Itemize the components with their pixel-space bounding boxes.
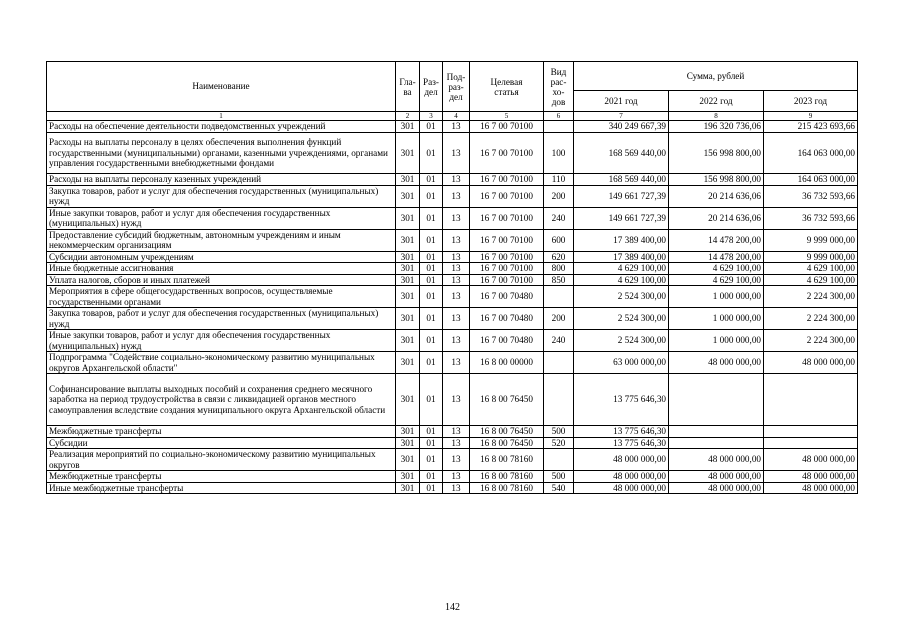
row-sum-2021: 340 249 667,39: [574, 121, 669, 133]
row-sum-2022: 48 000 000,00: [669, 352, 764, 374]
row-podrazdel: 13: [443, 374, 470, 426]
row-sum-2023: 9 999 000,00: [764, 229, 858, 251]
row-target-article: 16 8 00 78160: [470, 449, 544, 471]
row-sum-2023: 36 732 593,66: [764, 185, 858, 207]
row-name: Реализация мероприятий по социально-экономическому развитию муниципальных округов: [47, 449, 396, 471]
col-number: 4: [443, 112, 470, 121]
row-name: Межбюджетные трансферты: [47, 426, 396, 438]
header-name: Наименование: [47, 62, 396, 112]
table-row: [47, 207, 858, 229]
table-row: [47, 308, 858, 330]
budget-table: [46, 61, 858, 494]
row-razdel: 01: [420, 274, 443, 286]
row-razdel: 01: [420, 286, 443, 308]
row-razdel: 01: [420, 207, 443, 229]
row-razdel: 01: [420, 449, 443, 471]
row-podrazdel: 13: [443, 263, 470, 275]
row-name: Межбюджетные трансферты: [47, 471, 396, 483]
row-razdel: 01: [420, 374, 443, 426]
table-row: [47, 229, 858, 251]
row-razdel: 01: [420, 185, 443, 207]
row-sum-2022: 4 629 100,00: [669, 274, 764, 286]
column-number-row: [47, 112, 858, 121]
row-sum-2021: 48 000 000,00: [574, 449, 669, 471]
row-glava: 301: [396, 185, 420, 207]
table-row: [47, 482, 858, 494]
row-expense-type: 200: [544, 185, 574, 207]
row-razdel: 01: [420, 426, 443, 438]
header-glava: [396, 62, 420, 112]
row-sum-2022: 20 214 636,06: [669, 185, 764, 207]
row-target-article: 16 8 00 76450: [470, 426, 544, 438]
row-podrazdel: 13: [443, 121, 470, 133]
row-sum-2021: 149 661 727,39: [574, 207, 669, 229]
row-podrazdel: 13: [443, 286, 470, 308]
row-name: Закупка товаров, работ и услуг для обеспечения государственных (муниципальных) нужд: [47, 308, 396, 330]
row-expense-type: [544, 121, 574, 133]
col-number: 6: [544, 112, 574, 121]
row-sum-2023: 164 063 000,00: [764, 132, 858, 174]
row-podrazdel: 13: [443, 471, 470, 483]
row-glava: 301: [396, 121, 420, 133]
row-podrazdel: 13: [443, 449, 470, 471]
col-number: 9: [764, 112, 858, 121]
row-sum-2023: 36 732 593,66: [764, 207, 858, 229]
row-sum-2022: 156 998 800,00: [669, 132, 764, 174]
row-podrazdel: 13: [443, 185, 470, 207]
row-sum-2022: [669, 426, 764, 438]
row-sum-2021: 48 000 000,00: [574, 482, 669, 494]
row-sum-2022: 48 000 000,00: [669, 449, 764, 471]
row-glava: 301: [396, 274, 420, 286]
row-podrazdel: 13: [443, 274, 470, 286]
row-podrazdel: 13: [443, 207, 470, 229]
row-target-article: 16 7 00 70100: [470, 263, 544, 275]
row-target-article: 16 7 00 70100: [470, 121, 544, 133]
row-glava: 301: [396, 449, 420, 471]
row-name: Мероприятия в сфере общегосударственных вопросов, осуществляемые государственными органами: [47, 286, 396, 308]
row-target-article: 16 7 00 70100: [470, 207, 544, 229]
row-sum-2021: 13 775 646,30: [574, 426, 669, 438]
table-row: [47, 263, 858, 275]
row-sum-2021: 149 661 727,39: [574, 185, 669, 207]
row-target-article: 16 7 00 70100: [470, 132, 544, 174]
row-sum-2023: 48 000 000,00: [764, 449, 858, 471]
row-sum-2021: 13 775 646,30: [574, 437, 669, 449]
row-razdel: 01: [420, 174, 443, 186]
table-row: [47, 286, 858, 308]
row-name: Иные закупки товаров, работ и услуг для обеспечения государственных (муниципальных) нужд: [47, 330, 396, 352]
row-podrazdel: 13: [443, 251, 470, 263]
row-sum-2021: 48 000 000,00: [574, 471, 669, 483]
row-sum-2023: 4 629 100,00: [764, 274, 858, 286]
row-sum-2021: 63 000 000,00: [574, 352, 669, 374]
table-row: [47, 121, 858, 133]
row-razdel: 01: [420, 352, 443, 374]
row-name: Подпрограмма "Содействие социально-экономическому развитию муниципальных округов Архангельской области": [47, 352, 396, 374]
page-number: 142: [445, 602, 460, 613]
header-2023: 2023 год: [764, 91, 858, 112]
row-expense-type: 240: [544, 207, 574, 229]
table-row: [47, 352, 858, 374]
row-expense-type: 800: [544, 263, 574, 275]
row-sum-2023: 48 000 000,00: [764, 482, 858, 494]
row-podrazdel: 13: [443, 437, 470, 449]
header-vid-text: Вид рас- хо- дов: [550, 66, 567, 107]
row-sum-2021: 13 775 646,30: [574, 374, 669, 426]
row-expense-type: 850: [544, 274, 574, 286]
row-sum-2023: 48 000 000,00: [764, 352, 858, 374]
row-glava: 301: [396, 352, 420, 374]
row-name: Иные бюджетные ассигнования: [47, 263, 396, 275]
row-name: Расходы на обеспечение деятельности подведомственных учреждений: [47, 121, 396, 133]
table-row: [47, 471, 858, 483]
row-name: Иные закупки товаров, работ и услуг для обеспечения государственных (муниципальных) нужд: [47, 207, 396, 229]
row-razdel: 01: [420, 471, 443, 483]
row-sum-2022: 1 000 000,00: [669, 330, 764, 352]
row-glava: 301: [396, 374, 420, 426]
row-sum-2023: [764, 437, 858, 449]
row-sum-2021: 2 524 300,00: [574, 308, 669, 330]
row-razdel: 01: [420, 251, 443, 263]
row-expense-type: 500: [544, 426, 574, 438]
row-glava: 301: [396, 132, 420, 174]
row-glava: 301: [396, 174, 420, 186]
col-number: 7: [574, 112, 669, 121]
row-target-article: 16 7 00 70480: [470, 308, 544, 330]
row-sum-2022: 156 998 800,00: [669, 174, 764, 186]
row-name: Расходы на выплаты персоналу казенных учреждений: [47, 174, 396, 186]
table-row: [47, 251, 858, 263]
row-expense-type: 100: [544, 132, 574, 174]
row-sum-2022: 14 478 200,00: [669, 229, 764, 251]
row-sum-2021: 4 629 100,00: [574, 263, 669, 275]
header-razdel-text: Раз- дел: [423, 76, 439, 97]
row-glava: 301: [396, 471, 420, 483]
row-name: Софинансирование выплаты выходных пособий и сохранения среднего месячного заработка на период трудоустройства в связи с ликвидацией органов местного самоуправления вследствие создания муниципального округа Архангельской области: [47, 374, 396, 426]
table-row: [47, 132, 858, 174]
row-sum-2022: [669, 374, 764, 426]
row-expense-type: 620: [544, 251, 574, 263]
table-row: [47, 185, 858, 207]
table-row: [47, 174, 858, 186]
row-sum-2021: 2 524 300,00: [574, 286, 669, 308]
row-sum-2021: 17 389 400,00: [574, 251, 669, 263]
table-row: [47, 330, 858, 352]
row-expense-type: 240: [544, 330, 574, 352]
row-glava: 301: [396, 207, 420, 229]
row-sum-2023: 164 063 000,00: [764, 174, 858, 186]
row-target-article: 16 7 00 70100: [470, 185, 544, 207]
row-name: Субсидии автономным учреждениям: [47, 251, 396, 263]
header-2022: 2022 год: [669, 91, 764, 112]
row-sum-2023: 4 629 100,00: [764, 263, 858, 275]
row-razdel: 01: [420, 308, 443, 330]
row-glava: 301: [396, 426, 420, 438]
row-podrazdel: 13: [443, 174, 470, 186]
row-razdel: 01: [420, 132, 443, 174]
row-sum-2021: 2 524 300,00: [574, 330, 669, 352]
row-glava: 301: [396, 286, 420, 308]
row-expense-type: [544, 352, 574, 374]
row-razdel: 01: [420, 121, 443, 133]
col-number: 8: [669, 112, 764, 121]
row-podrazdel: 13: [443, 132, 470, 174]
row-glava: 301: [396, 330, 420, 352]
col-number: 3: [420, 112, 443, 121]
row-expense-type: [544, 286, 574, 308]
row-target-article: 16 8 00 76450: [470, 374, 544, 426]
table-row: [47, 437, 858, 449]
table-body: [47, 121, 858, 494]
row-razdel: 01: [420, 229, 443, 251]
header-vid: [544, 62, 574, 112]
row-sum-2023: 2 224 300,00: [764, 308, 858, 330]
header-summa: Сумма, рублей: [574, 62, 858, 91]
row-name: Закупка товаров, работ и услуг для обеспечения государственных (муниципальных) нужд: [47, 185, 396, 207]
table-row: [47, 274, 858, 286]
row-target-article: 16 8 00 78160: [470, 482, 544, 494]
row-sum-2022: [669, 437, 764, 449]
row-glava: 301: [396, 437, 420, 449]
header-podrazdel-text: Под- раз- дел: [446, 71, 466, 102]
row-expense-type: 500: [544, 471, 574, 483]
row-name: Уплата налогов, сборов и иных платежей: [47, 274, 396, 286]
row-sum-2022: 4 629 100,00: [669, 263, 764, 275]
header-celevaya: [470, 62, 544, 112]
row-razdel: 01: [420, 482, 443, 494]
row-name: Иные межбюджетные трансферты: [47, 482, 396, 494]
row-sum-2022: 20 214 636,06: [669, 207, 764, 229]
row-razdel: 01: [420, 437, 443, 449]
row-target-article: 16 7 00 70480: [470, 330, 544, 352]
row-sum-2021: 168 569 440,00: [574, 132, 669, 174]
header-glava-text: Гла- ва: [399, 76, 416, 97]
row-sum-2022: 48 000 000,00: [669, 482, 764, 494]
row-sum-2022: 1 000 000,00: [669, 286, 764, 308]
row-target-article: 16 7 00 70100: [470, 229, 544, 251]
row-sum-2022: 196 320 736,06: [669, 121, 764, 133]
row-target-article: 16 7 00 70100: [470, 274, 544, 286]
row-glava: 301: [396, 229, 420, 251]
row-target-article: 16 8 00 76450: [470, 437, 544, 449]
table-row: [47, 426, 858, 438]
row-sum-2021: 17 389 400,00: [574, 229, 669, 251]
row-razdel: 01: [420, 330, 443, 352]
row-sum-2022: 1 000 000,00: [669, 308, 764, 330]
row-sum-2023: 9 999 000,00: [764, 251, 858, 263]
row-name: Субсидии: [47, 437, 396, 449]
row-target-article: 16 8 00 78160: [470, 471, 544, 483]
row-podrazdel: 13: [443, 352, 470, 374]
row-expense-type: 520: [544, 437, 574, 449]
row-podrazdel: 13: [443, 308, 470, 330]
header-2021: 2021 год: [574, 91, 669, 112]
row-glava: 301: [396, 263, 420, 275]
row-expense-type: 540: [544, 482, 574, 494]
row-sum-2023: 2 224 300,00: [764, 330, 858, 352]
row-target-article: 16 8 00 00000: [470, 352, 544, 374]
row-expense-type: [544, 374, 574, 426]
row-sum-2023: 215 423 693,66: [764, 121, 858, 133]
col-number: 1: [47, 112, 396, 121]
row-podrazdel: 13: [443, 330, 470, 352]
col-number: 5: [470, 112, 544, 121]
row-sum-2022: 48 000 000,00: [669, 471, 764, 483]
row-sum-2023: 48 000 000,00: [764, 471, 858, 483]
row-target-article: 16 7 00 70480: [470, 286, 544, 308]
row-sum-2023: [764, 374, 858, 426]
row-expense-type: [544, 449, 574, 471]
header-podrazdel: [443, 62, 470, 112]
row-sum-2023: 2 224 300,00: [764, 286, 858, 308]
row-sum-2022: 14 478 200,00: [669, 251, 764, 263]
row-expense-type: 600: [544, 229, 574, 251]
row-razdel: 01: [420, 263, 443, 275]
header-razdel: [420, 62, 443, 112]
row-expense-type: 200: [544, 308, 574, 330]
row-sum-2023: [764, 426, 858, 438]
row-name: Расходы на выплаты персоналу в целях обеспечения выполнения функций государственными (муниципальными) органами, казенными учреждениями, органами управления государственными внебюджетными фондами: [47, 132, 396, 174]
row-expense-type: 110: [544, 174, 574, 186]
row-target-article: 16 7 00 70100: [470, 174, 544, 186]
header-celevaya-text: Целевая статья: [490, 76, 523, 97]
row-sum-2021: 4 629 100,00: [574, 274, 669, 286]
row-sum-2021: 168 569 440,00: [574, 174, 669, 186]
col-number: 2: [396, 112, 420, 121]
row-podrazdel: 13: [443, 426, 470, 438]
row-target-article: 16 7 00 70100: [470, 251, 544, 263]
row-glava: 301: [396, 482, 420, 494]
row-podrazdel: 13: [443, 482, 470, 494]
row-glava: 301: [396, 308, 420, 330]
row-podrazdel: 13: [443, 229, 470, 251]
row-name: Предоставление субсидий бюджетным, автономным учреждениям и иным некоммерческим организациям: [47, 229, 396, 251]
row-glava: 301: [396, 251, 420, 263]
table-row: [47, 449, 858, 471]
table-row: [47, 374, 858, 426]
